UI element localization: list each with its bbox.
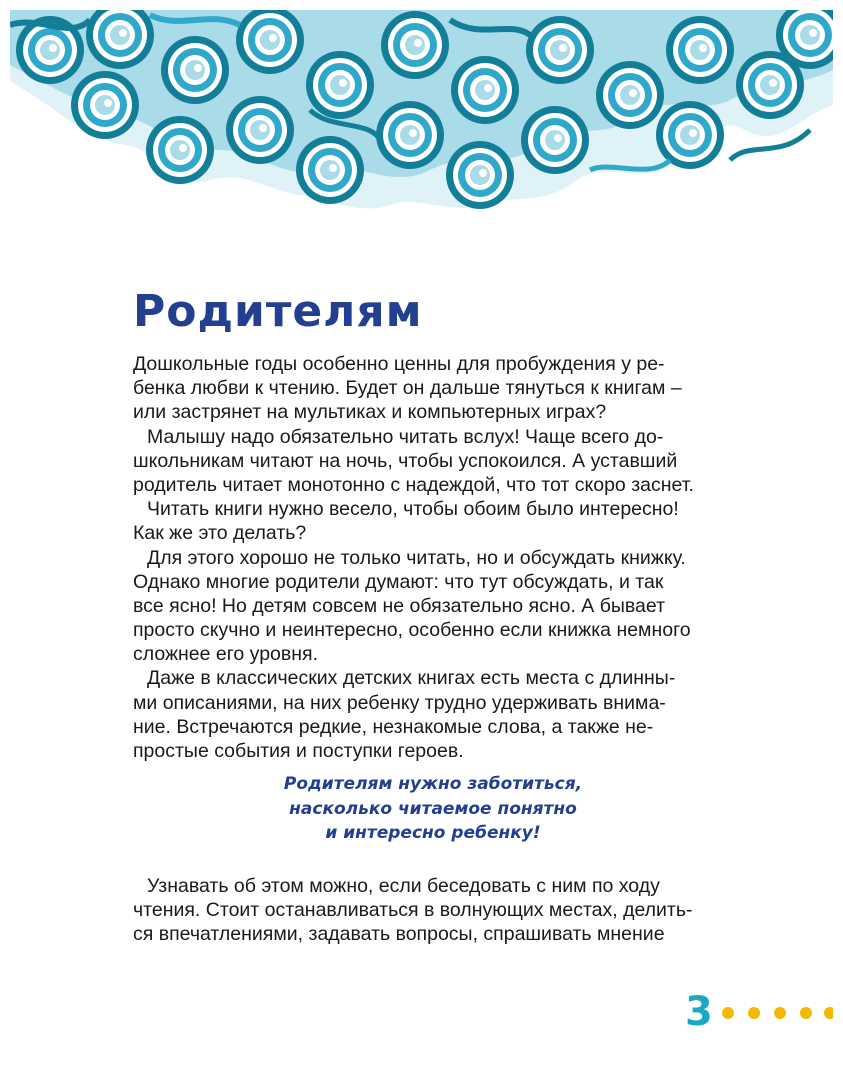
text-line: сложнее его уровня. (133, 643, 319, 666)
paragraph-intro (133, 352, 733, 763)
text-line: все ясно! Но детям совсем не обязательно ясно. А бывает (133, 594, 666, 617)
text-line: ми описаниями, на них ребенку трудно удерживать внима- (133, 691, 666, 714)
text-line: Для этого хорошо не только читать, но и обсуждать книжку. (147, 546, 686, 569)
text-line: просто скучно и неинтересно, особенно если книжка немного (133, 619, 691, 642)
text-line: бенка любви к чтению. Будет он дальше тянуться к книгам – (133, 377, 682, 400)
callout-line: и интересно ребенку! (325, 823, 541, 843)
callout-line: Родителям нужно заботиться, (283, 774, 583, 794)
text-line: Как же это делать? (133, 522, 307, 545)
paragraph-continued (133, 874, 733, 947)
text-line: Дошкольные годы особенно ценны для пробуждения у ре- (133, 353, 665, 375)
text-line: ся впечатлениями, задавать вопросы, спрашивать мнение (133, 923, 665, 946)
text-line: Однако многие родители думают: что тут обсуждать, и так (133, 570, 664, 593)
text-line: простые события и поступки героев. (133, 740, 464, 762)
page-number: 3 (685, 989, 713, 1035)
text-line: Читать книги нужно весело, чтобы обоим было интересно! (147, 498, 679, 521)
text-line: Малышу надо обязательно читать вслух! Чаще всего до- (147, 425, 664, 448)
highlight-callout (133, 772, 733, 846)
text-line: или застрянет на мультиках и компьютерных играх? (133, 401, 607, 424)
decorative-dots-icon (720, 1005, 833, 1021)
callout-line: насколько читаемое понятно (289, 798, 577, 819)
text-line: чтения. Стоит останавливаться в волнующих местах, делить- (133, 899, 693, 922)
page-title: Родителям (133, 286, 423, 337)
text-line: школьникам читают на ночь, чтобы успокоился. А уставший (133, 449, 678, 472)
text-line: ние. Встречаются редкие, незнакомые слова, а также не- (133, 715, 654, 738)
swirl-ornament-header (10, 10, 833, 210)
text-line: Даже в классических детских книгах есть места с длинны- (147, 667, 676, 690)
text-line: родитель читает монотонно с надеждой, что тот скоро заснет. (133, 473, 694, 496)
text-line: Узнавать об этом можно, если беседовать с ним по ходу (147, 875, 660, 897)
